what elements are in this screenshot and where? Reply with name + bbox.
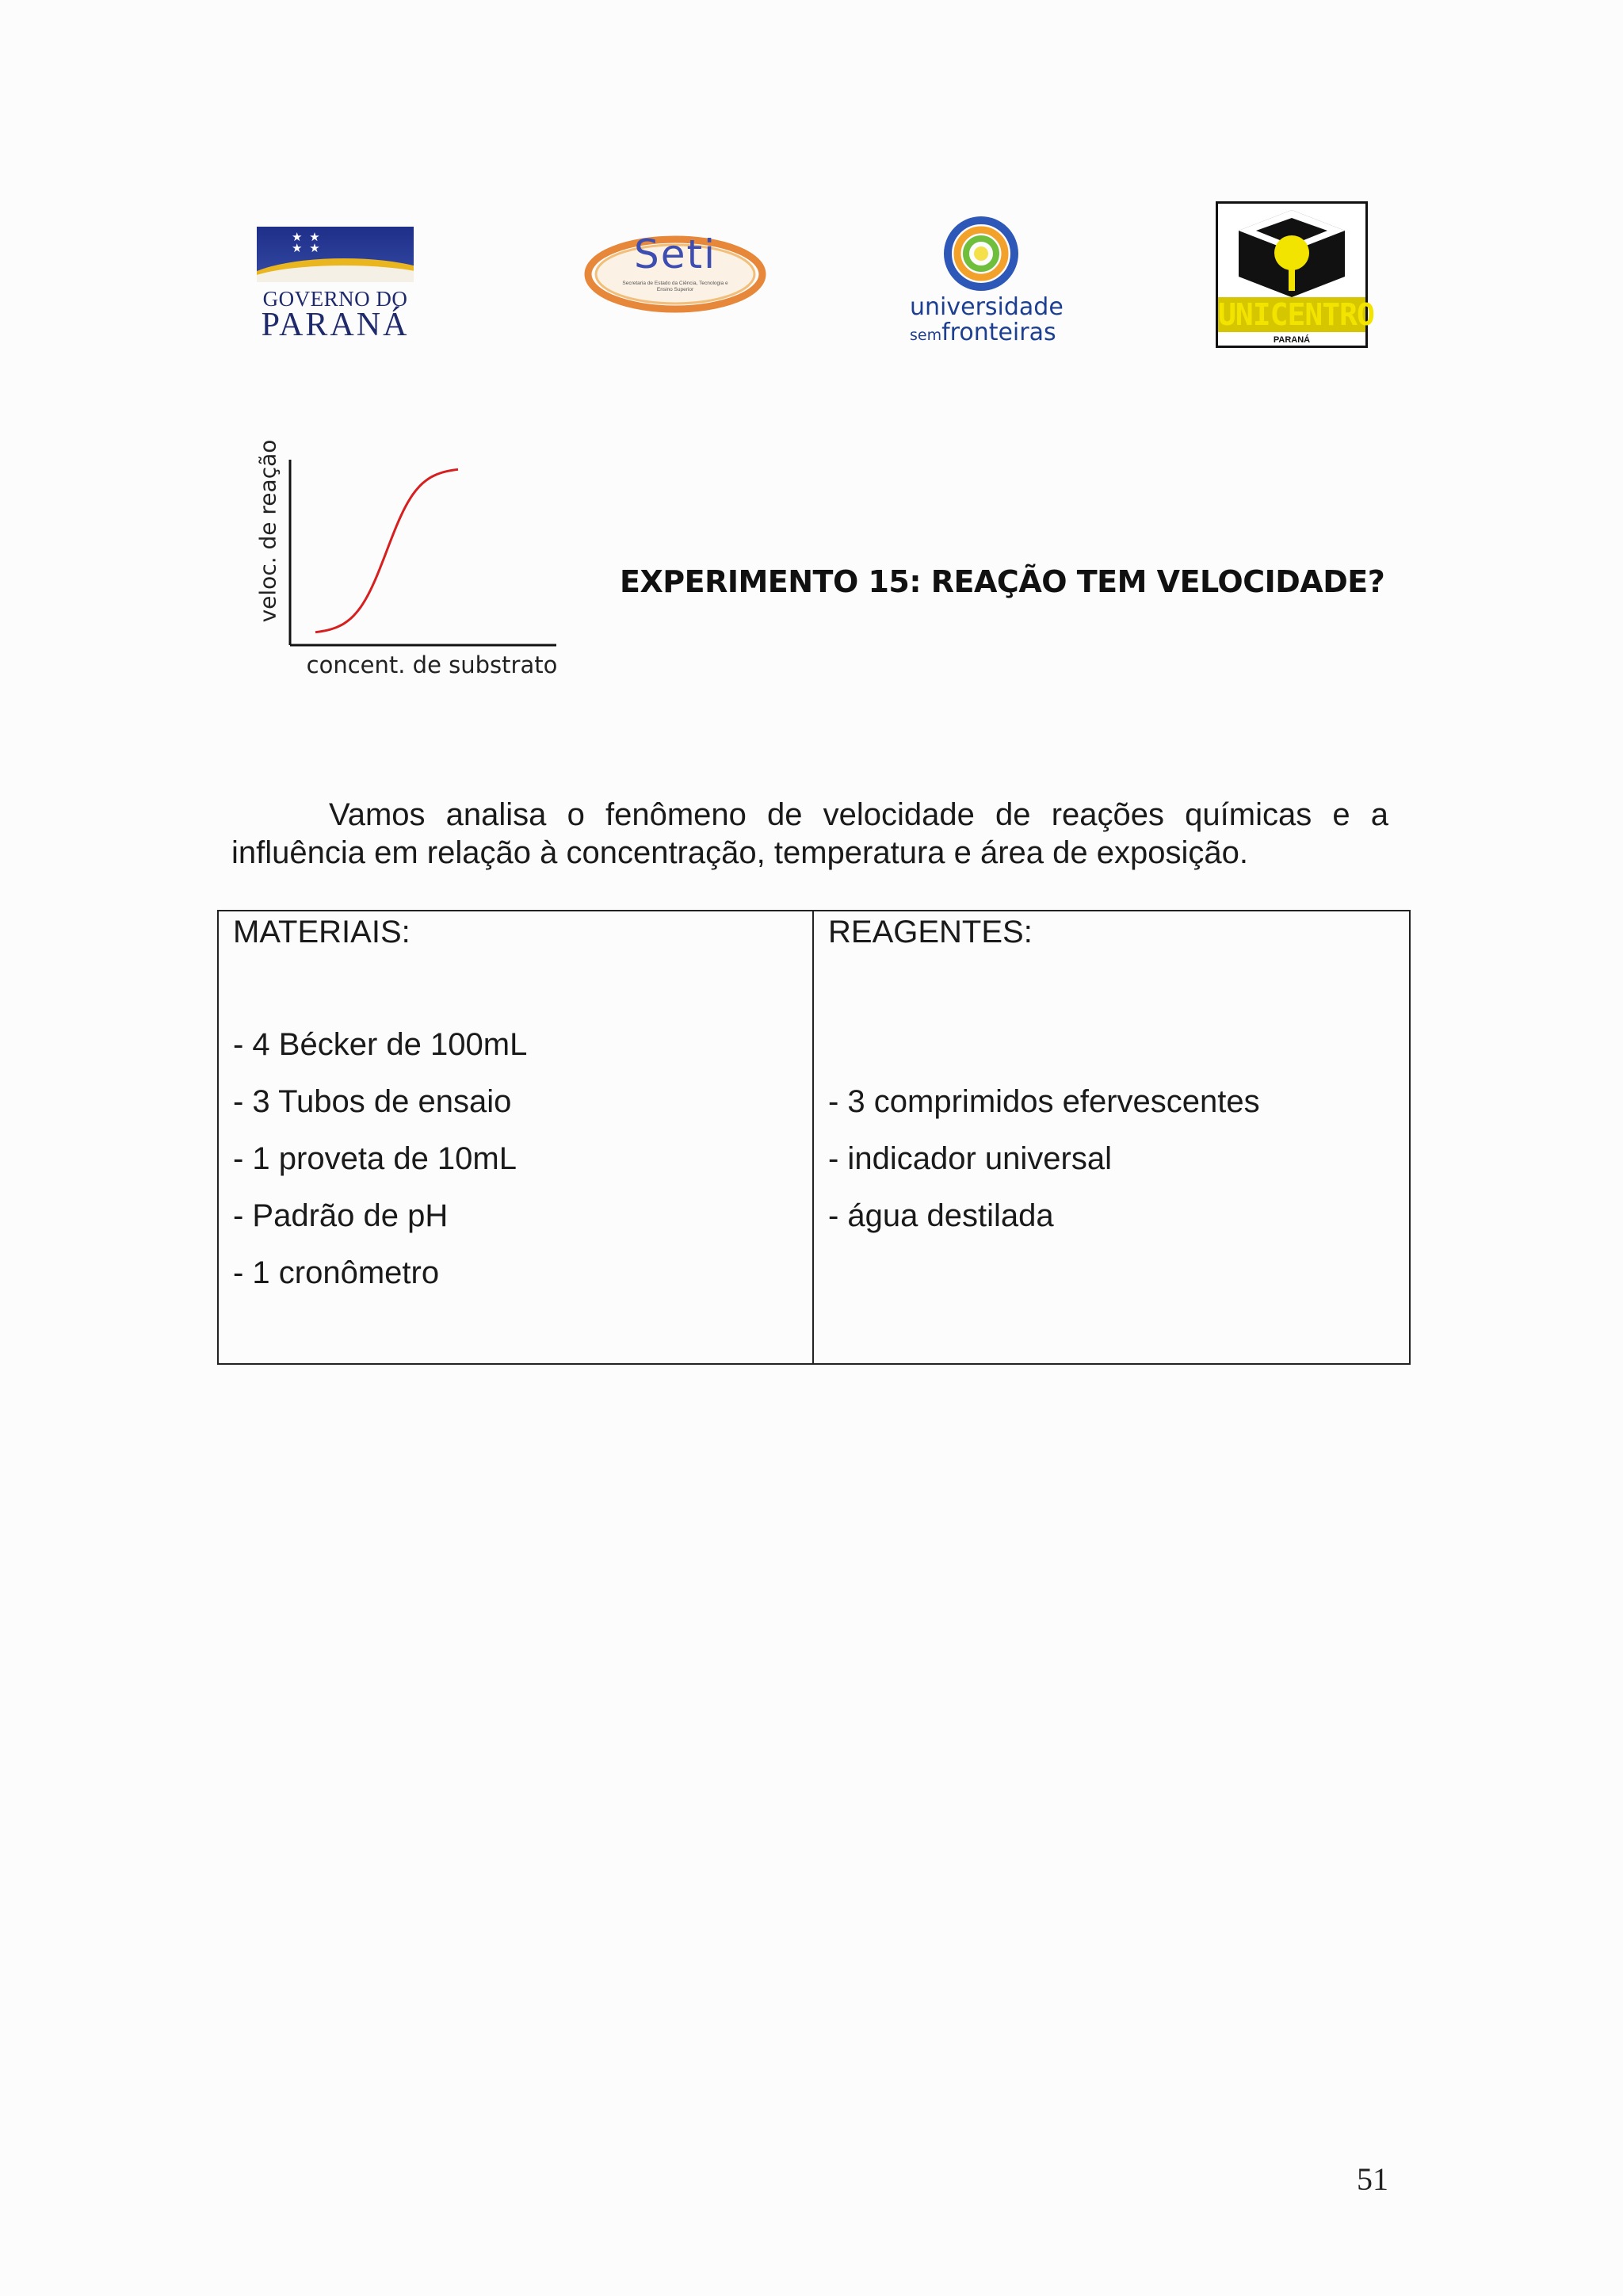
materiais-item: - Padrão de pH: [233, 1198, 449, 1233]
governo-text: GOVERNO DO: [262, 287, 408, 311]
materiais-column: [219, 911, 814, 1363]
y-axis-label: veloc. de reação: [254, 439, 281, 623]
materiais-item: - 1 proveta de 10mL: [233, 1141, 517, 1176]
reagentes-item: - indicador universal: [828, 1141, 1112, 1176]
reagentes-item: - água destilada: [828, 1198, 1054, 1233]
cube-icon: [1218, 204, 1365, 297]
materiais-header: MATERIAIS:: [233, 915, 411, 949]
unicentro-wordmark: UNICENTRO: [1218, 297, 1374, 332]
materiais-item: - 1 cronômetro: [233, 1255, 440, 1290]
universidade-text: universidade: [910, 293, 1064, 321]
materiais-item: - 4 Bécker de 100mL: [233, 1027, 528, 1062]
x-axis-label: concent. de substrato: [306, 651, 558, 678]
experiment-title: EXPERIMENTO 15: REAÇÃO TEM VELOCIDADE?: [620, 564, 1385, 599]
unicentro-logo: [1216, 201, 1374, 348]
reagentes-column: [814, 911, 1409, 1363]
flag-graphic: [257, 227, 414, 282]
stars-icon: ★ ★ ★ ★: [292, 230, 322, 255]
universidade-sem-fronteiras-logo: [910, 214, 1064, 355]
seti-logo: [583, 225, 767, 320]
series-line: [315, 469, 458, 632]
materiais-item: - 3 Tubos de ensaio: [233, 1084, 512, 1119]
swirl-icon: [910, 214, 1052, 293]
seti-wordmark: Seti: [634, 231, 716, 277]
reaction-rate-chart: [238, 439, 571, 690]
unicentro-subtitle: PARANÁ: [1273, 335, 1311, 345]
parana-text: PARANÁ: [261, 307, 410, 343]
governo-parana-logo: [257, 227, 414, 344]
reagentes-item: - 3 comprimidos efervescentes: [828, 1084, 1260, 1119]
sem-fronteiras-text: semfronteiras: [910, 319, 1056, 346]
materials-table: [217, 910, 1411, 1365]
intro-paragraph: Vamos analisa o fenômeno de velocidade de reações químicas e a influência em relação à concentração, temperatura e área de exposição.: [231, 797, 1388, 870]
seti-subtitle: Secretaria de Estado da Ciência, Tecnologia e Ensino Superior: [622, 281, 728, 292]
page-number: 51: [1357, 2161, 1388, 2197]
reagentes-header: REAGENTES:: [828, 915, 1033, 949]
